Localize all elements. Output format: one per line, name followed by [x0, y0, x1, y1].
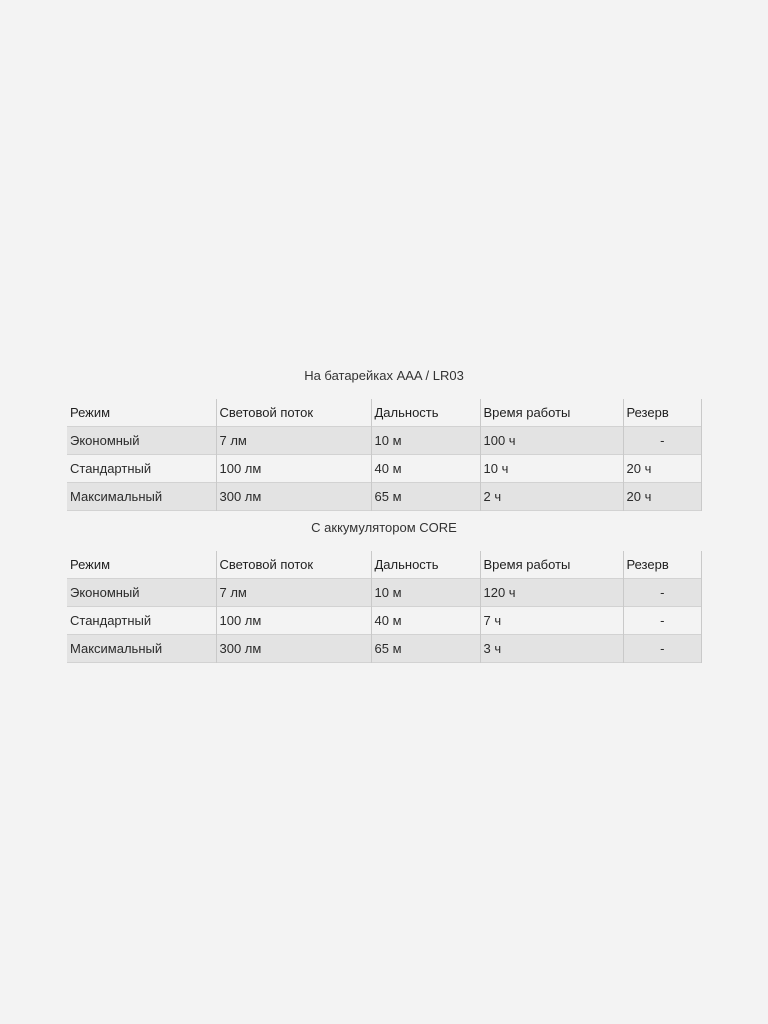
cell-reserve: -	[623, 427, 701, 455]
table-header-row	[67, 399, 701, 427]
cell-mode: Максимальный	[70, 641, 163, 656]
cell-luminous-flux: 7 лм	[216, 427, 371, 455]
table-caption: На батарейках AAA / LR03	[304, 368, 464, 383]
header-luminous-flux: Световой поток	[216, 551, 371, 579]
table-row	[67, 635, 701, 663]
cell-range: 10 м	[371, 579, 480, 607]
cell-luminous-flux: 7 лм	[216, 579, 371, 607]
table-row	[67, 427, 701, 455]
cell-range: 10 м	[371, 427, 480, 455]
cell-range: 40 м	[371, 607, 480, 635]
spec-section-batteries	[67, 364, 701, 511]
header-mode: Режим	[70, 557, 111, 572]
cell-luminous-flux: 100 лм	[216, 455, 371, 483]
cell-range: 65 м	[371, 635, 480, 663]
cell-reserve: -	[623, 607, 701, 635]
cell-luminous-flux: 300 лм	[216, 483, 371, 511]
table-caption: С аккумулятором CORE	[311, 520, 457, 535]
header-range: Дальность	[371, 399, 480, 427]
cell-mode: Экономный	[70, 585, 140, 600]
cell-luminous-flux: 300 лм	[216, 635, 371, 663]
table-row	[67, 455, 701, 483]
cell-runtime: 100 ч	[480, 427, 623, 455]
spec-table-core-battery	[67, 551, 702, 663]
spec-section-core-battery	[67, 516, 701, 663]
cell-reserve: 20 ч	[623, 455, 701, 483]
cell-reserve: -	[623, 635, 701, 663]
cell-mode: Стандартный	[70, 461, 152, 476]
header-runtime: Время работы	[480, 551, 623, 579]
cell-luminous-flux: 100 лм	[216, 607, 371, 635]
cell-runtime: 3 ч	[480, 635, 623, 663]
header-reserve: Резерв	[623, 399, 701, 427]
cell-reserve: -	[623, 579, 701, 607]
header-range: Дальность	[371, 551, 480, 579]
table-header-row	[67, 551, 701, 579]
cell-runtime: 7 ч	[480, 607, 623, 635]
cell-reserve: 20 ч	[623, 483, 701, 511]
header-runtime: Время работы	[480, 399, 623, 427]
table-row	[67, 607, 701, 635]
cell-range: 40 м	[371, 455, 480, 483]
cell-mode: Стандартный	[70, 613, 152, 628]
table-row	[67, 483, 701, 511]
spec-table-batteries	[67, 399, 702, 511]
header-reserve: Резерв	[623, 551, 701, 579]
header-luminous-flux: Световой поток	[216, 399, 371, 427]
cell-range: 65 м	[371, 483, 480, 511]
header-mode: Режим	[70, 405, 111, 420]
table-row	[67, 579, 701, 607]
cell-runtime: 2 ч	[480, 483, 623, 511]
cell-mode: Экономный	[70, 433, 140, 448]
cell-runtime: 10 ч	[480, 455, 623, 483]
cell-runtime: 120 ч	[480, 579, 623, 607]
cell-mode: Максимальный	[70, 489, 163, 504]
